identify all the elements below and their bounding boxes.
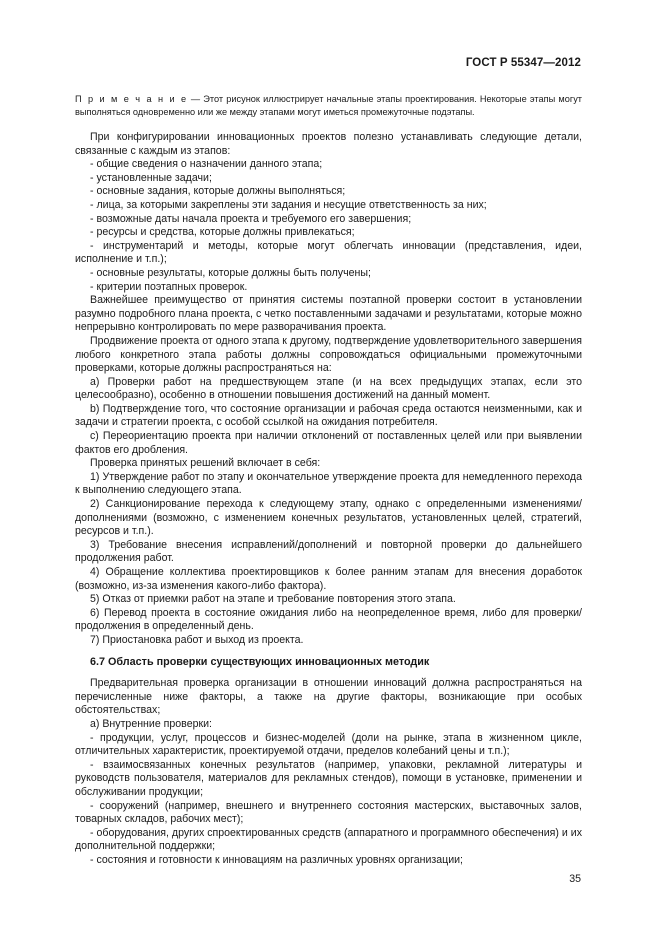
paragraph: Важнейшее преимущество от принятия системы поэтапной проверки состоит в установлении разумно подробного плана проекта, с четко поставленными задачами и результатами, которые можно непрерывно контролировать по мере разворачивания проекта. <box>75 294 582 334</box>
note-text: — Этот рисунок иллюстрирует начальные этапы проектирования. Некоторые этапы могут выполняться одновременно или же между этапами могут иметься промежуточные подэтапы. <box>75 94 582 117</box>
list-item: - ресурсы и средства, которые должны привлекаться; <box>90 226 355 239</box>
figure-note <box>75 93 582 119</box>
list-item: - сооружений (например, внешнего и внутреннего состояния мастерских, выставочных залов, товарных складов, рабочих мест); <box>75 799 582 826</box>
paragraph: При конфигурировании инновационных проектов полезно устанавливать следующие детали, связанные с каждым из этапов: <box>75 131 582 157</box>
list-item: - критерии поэтапных проверок. <box>90 280 248 293</box>
list-item: - общие сведения о назначении данного этапа; <box>90 158 323 171</box>
list-item: 5) Отказ от приемки работ на этапе и требование повторения этого этапа. <box>90 593 456 606</box>
note-label: П р и м е ч а н и е <box>75 94 188 104</box>
paragraph: Предварительная проверка организации в отношении инноваций должна распространяться на перечисленные ниже факторы, а также на другие факторы, возникающие при особых обстоятельствах; <box>75 677 582 717</box>
body-text <box>75 131 582 867</box>
list-item: a) Проверки работ на предшествующем этапе (и на всех предыдущих этапах, если это целесообразно), особенно в отношении повышения достижений на данный момент. <box>75 375 582 402</box>
section-heading: 6.7 Область проверки существующих инновационных методик <box>90 655 430 668</box>
paragraph: Проверка принятых решений включает в себя: <box>90 457 321 470</box>
list-item: - инструментарий и методы, которые могут облегчать инновации (представления, идеи, исполнение и т.п.); <box>75 239 582 266</box>
list-item: - возможные даты начала проекта и требуемого его завершения; <box>90 212 412 225</box>
list-item: c) Переориентацию проекта при наличии отклонений от поставленных целей или при выявлении фактов его дробления. <box>75 430 582 456</box>
list-item: 4) Обращение коллектива проектировщиков к более ранним этапам для внесения доработок (возможно, из-за изменения какого-либо фактора). <box>75 566 582 592</box>
list-item: 2) Санкционирование перехода к следующему этапу, однако с определенными изменениями/дополнениями (возможно, с изменением конечных результатов, установленных целей, стратегий, ресурсов и т.п.). <box>75 498 582 538</box>
paragraph: Продвижение проекта от одного этапа к другому, подтверждение удовлетворительного завершения любого конкретного этапа работы должны сопровождаться официальными промежуточными проверками, которые должны распространяться на: <box>75 334 582 375</box>
list-item: 1) Утверждение работ по этапу и окончательное утверждение проекта для немедленного перехода к выполнению следующего этапа. <box>75 470 582 497</box>
list-item: - взаимосвязанных конечных результатов (например, упаковки, рекламной литературы и руководств пользователя, материалов для рекламных стендов), помощи в установке, применении и обслуживании продукции; <box>75 758 582 798</box>
list-item: - лица, за которыми закреплены эти задания и несущие ответственность за них; <box>90 198 487 211</box>
list-item: a) Внутренние проверки: <box>90 717 212 730</box>
list-item: - основные результаты, которые должны быть получены; <box>90 266 371 279</box>
list-item: - основные задания, которые должны выполняться; <box>90 185 346 198</box>
page-number: 35 <box>569 873 581 885</box>
list-item: - состояния и готовности к инновациям на различных уровнях организации; <box>90 853 463 866</box>
list-item: 7) Приостановка работ и выход из проекта. <box>90 633 304 646</box>
standard-number: ГОСТ Р 55347—2012 <box>465 57 581 69</box>
list-item: - продукции, услуг, процессов и бизнес-моделей (доли на рынке, этапа в жизненном цикле, отличительных характеристик, проектируемой отдачи, пределов колебаний цены и т.п.); <box>75 731 582 758</box>
page-content <box>75 93 582 867</box>
list-item: 6) Перевод проекта в состояние ожидания либо на неопределенное время, либо для проверки/продолжения в определенный день. <box>75 606 582 633</box>
list-item: 3) Требование внесения исправлений/дополнений и повторной проверки до дальнейшего продолжения работ. <box>75 538 582 565</box>
list-item: - оборудования, других спроектированных средств (аппаратного и программного обеспечения) и их дополнительной поддержки; <box>75 826 582 853</box>
list-item: b) Подтверждение того, что состояние организации и рабочая среда остаются неизменными, как и задачи и стратегии проекта, с особой ссылкой на ожидания потребителя. <box>75 402 582 429</box>
list-item: - установленные задачи; <box>90 171 212 184</box>
